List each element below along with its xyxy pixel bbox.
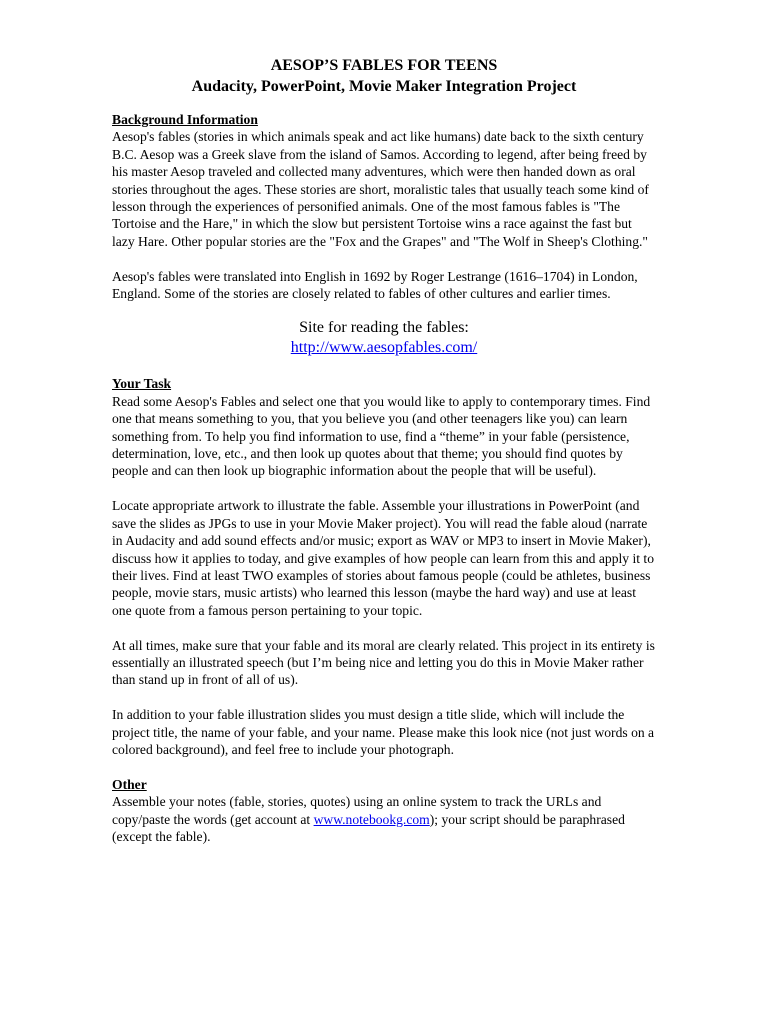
background-section (112, 111, 656, 302)
background-paragraph-1: Aesop's fables (stories in which animals speak and act like humans) date back to the sixth century B.C. Aesop was a Greek slave from the island of Samos. According to legend, after being freed by his master Aesop traveled and collected many adventures, which were then handed down as oral stories throughout the ages. These stories are short, moralistic tales that usually teach some kind of lesson through the experiences of personified animals. One of the most famous fables is "The Tortoise and the Hare," in which the slow but persistent Tortoise wins a race against the fast but lazy Hare. Other popular stories are the "Fox and the Grapes" and "The Wolf in Sheep's Clothing." (112, 129, 649, 249)
task-section (112, 375, 656, 758)
task-paragraph-4: In addition to your fable illustration slides you must design a title slide, which will include the project title, the name of your fable, and your name. Please make this look nice (not just words on a colored background), and feel free to include your photograph. (112, 707, 655, 757)
site-heading: Site for reading the fables: (299, 319, 469, 337)
task-heading: Your Task (112, 376, 172, 392)
notebookg-link[interactable]: www.notebookg.com (313, 811, 430, 827)
background-paragraph-2: Aesop's fables were translated into English in 1692 by Roger Lestrange (1616–1704) in London, England. Some of the stories are closely related to fables of other cultures and earlier times. (112, 268, 638, 302)
other-paragraph (112, 793, 656, 845)
page-title: AESOP’S FABLES FOR TEENS (270, 57, 498, 74)
other-section (112, 776, 656, 846)
other-heading: Other (112, 776, 147, 792)
page-subtitle: Audacity, PowerPoint, Movie Maker Integration Project (191, 77, 577, 95)
background-heading: Background Information (112, 112, 258, 127)
fable-site-block (112, 318, 656, 358)
aesop-fables-link[interactable]: http://www.aesopfables.com/ (290, 339, 478, 357)
task-paragraph-1: Read some Aesop's Fables and select one that you would like to apply to contemporary times. Find one that means something to you, that you believe you (and other teenagers like you) can learn something from. To help you find information to use, find a “theme” in your fable (persistence, determination, love, etc., and then look up quotes about that theme; you should find quotes by people and can then look up biographic information about the people that will be useful). (112, 393, 651, 479)
other-text-before: Assemble your notes (fable, stories, quotes) using an online system to track the URLs and copy/paste the words (get account at (112, 794, 602, 827)
task-paragraph-3: At all times, make sure that your fable and its moral are clearly related. This project in its entirety is essentially an illustrated speech (but I’m being nice and letting you do this in Movie Maker rather than stand up in front of all of us). (112, 637, 655, 688)
other-text-after: ); your script should be paraphrased (except the fable). (112, 811, 625, 844)
task-paragraph-2: Locate appropriate artwork to illustrate the fable. Assemble your illustrations in PowerPoint (and save the slides as JPGs to use in your Movie Maker project). You will read the fable aloud (narrate in Audacity and add sound effects and/or music; export as WAV or MP3 to insert in Movie Maker), discuss how it applies to today, and give examples of how people can learn from this and apply it to their lives. Find at least TWO examples of stories about famous people (could be athletes, business people, movie stars, music artists) who learned this lesson (maybe the hard way) and use at least one quote from a famous person pertaining to your topic. (112, 498, 654, 618)
